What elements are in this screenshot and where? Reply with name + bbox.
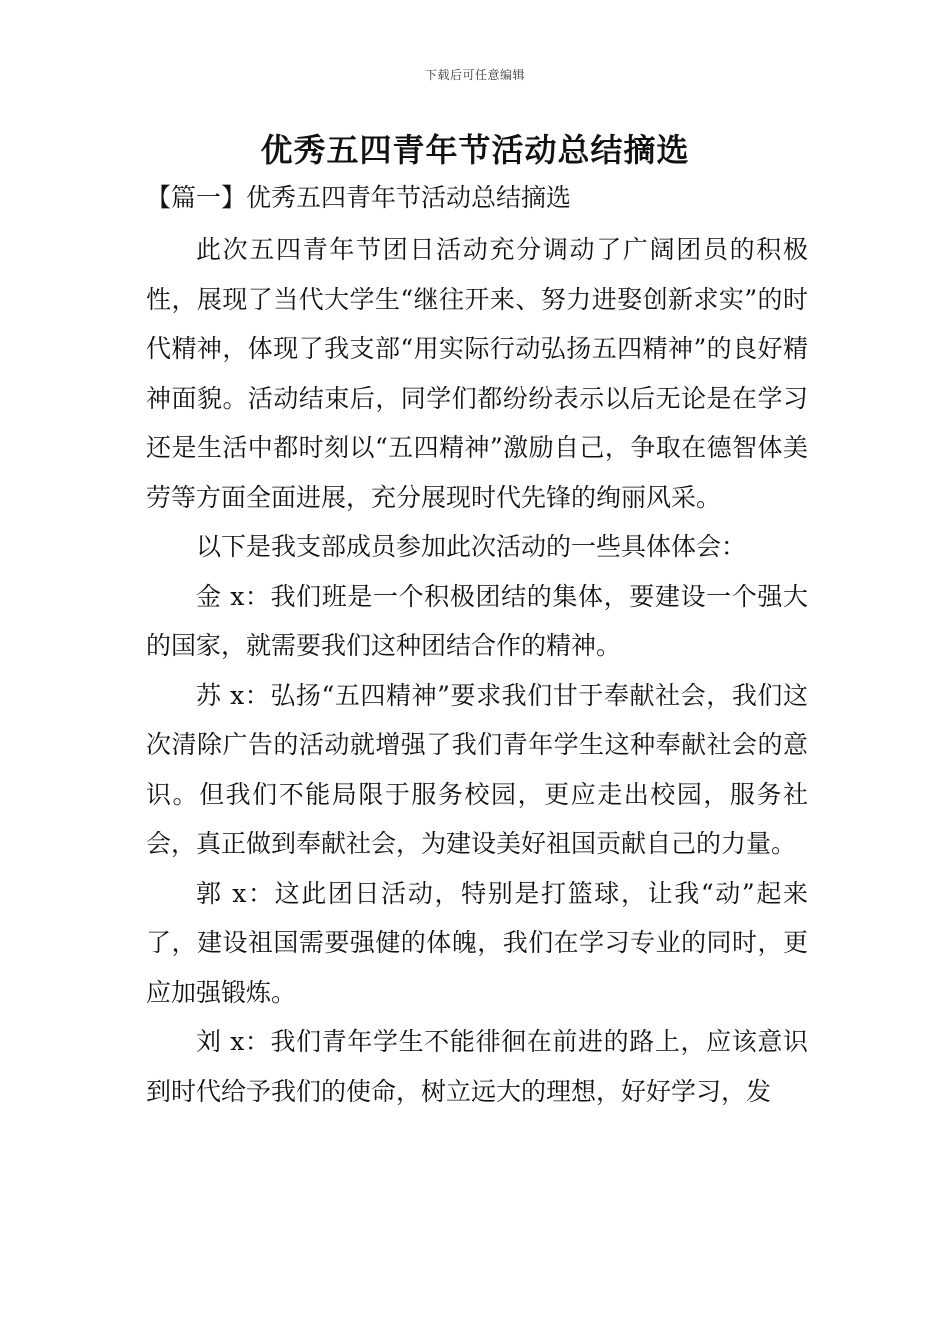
paragraph-intro: 此次五四青年节团日活动充分调动了广阔团员的积极性，展现了当代大学生“继往开来、努力进娶创新求实”的时代精神，体现了我支部“用实际行动弘扬五四精神”的良好精神面貌。活动结束后，同学们都纷纷表示以后无论是在学习还是生活中都时刻以“五四精神”激励自己，争取在德智体美劳等方面全面进展，充分展现时代先锋的绚丽风采。 [146, 235, 808, 512]
paragraph-lead-in: 以下是我支部成员参加此次活动的一些具体体会： [196, 532, 747, 561]
section-heading: 【篇一】优秀五四青年节活动总结摘选 [146, 183, 572, 212]
paragraph-liu: 刘 x：我们青年学生不能徘徊在前进的路上，应该意识到时代给予我们的使命，树立远大的理想，好好学习，发 [146, 1027, 808, 1106]
document-title: 优秀五四青年节活动总结摘选 [260, 131, 690, 169]
paragraph-guo: 郭 x：这此团日活动，特别是打篮球，让我“动”起来了，建设祖国需要强健的体魄，我们在学习专业的同时，更应加强锻炼。 [146, 878, 808, 1007]
paragraph-jin: 金 x：我们班是一个积极团结的集体，要建设一个强大的国家，就需要我们这种团结合作的精神。 [146, 581, 808, 660]
document-body [146, 225, 808, 1116]
paragraph-su: 苏 x：弘扬“五四精神”要求我们甘于奉献社会，我们这次清除广告的活动就增强了我们青年学生这种奉献社会的意识。但我们不能局限于服务校园，更应走出校园，服务社会，真正做到奉献社会，为建设美好祖国贡献自己的力量。 [146, 680, 808, 858]
header-note: 下载后可任意编辑 [424, 68, 525, 82]
